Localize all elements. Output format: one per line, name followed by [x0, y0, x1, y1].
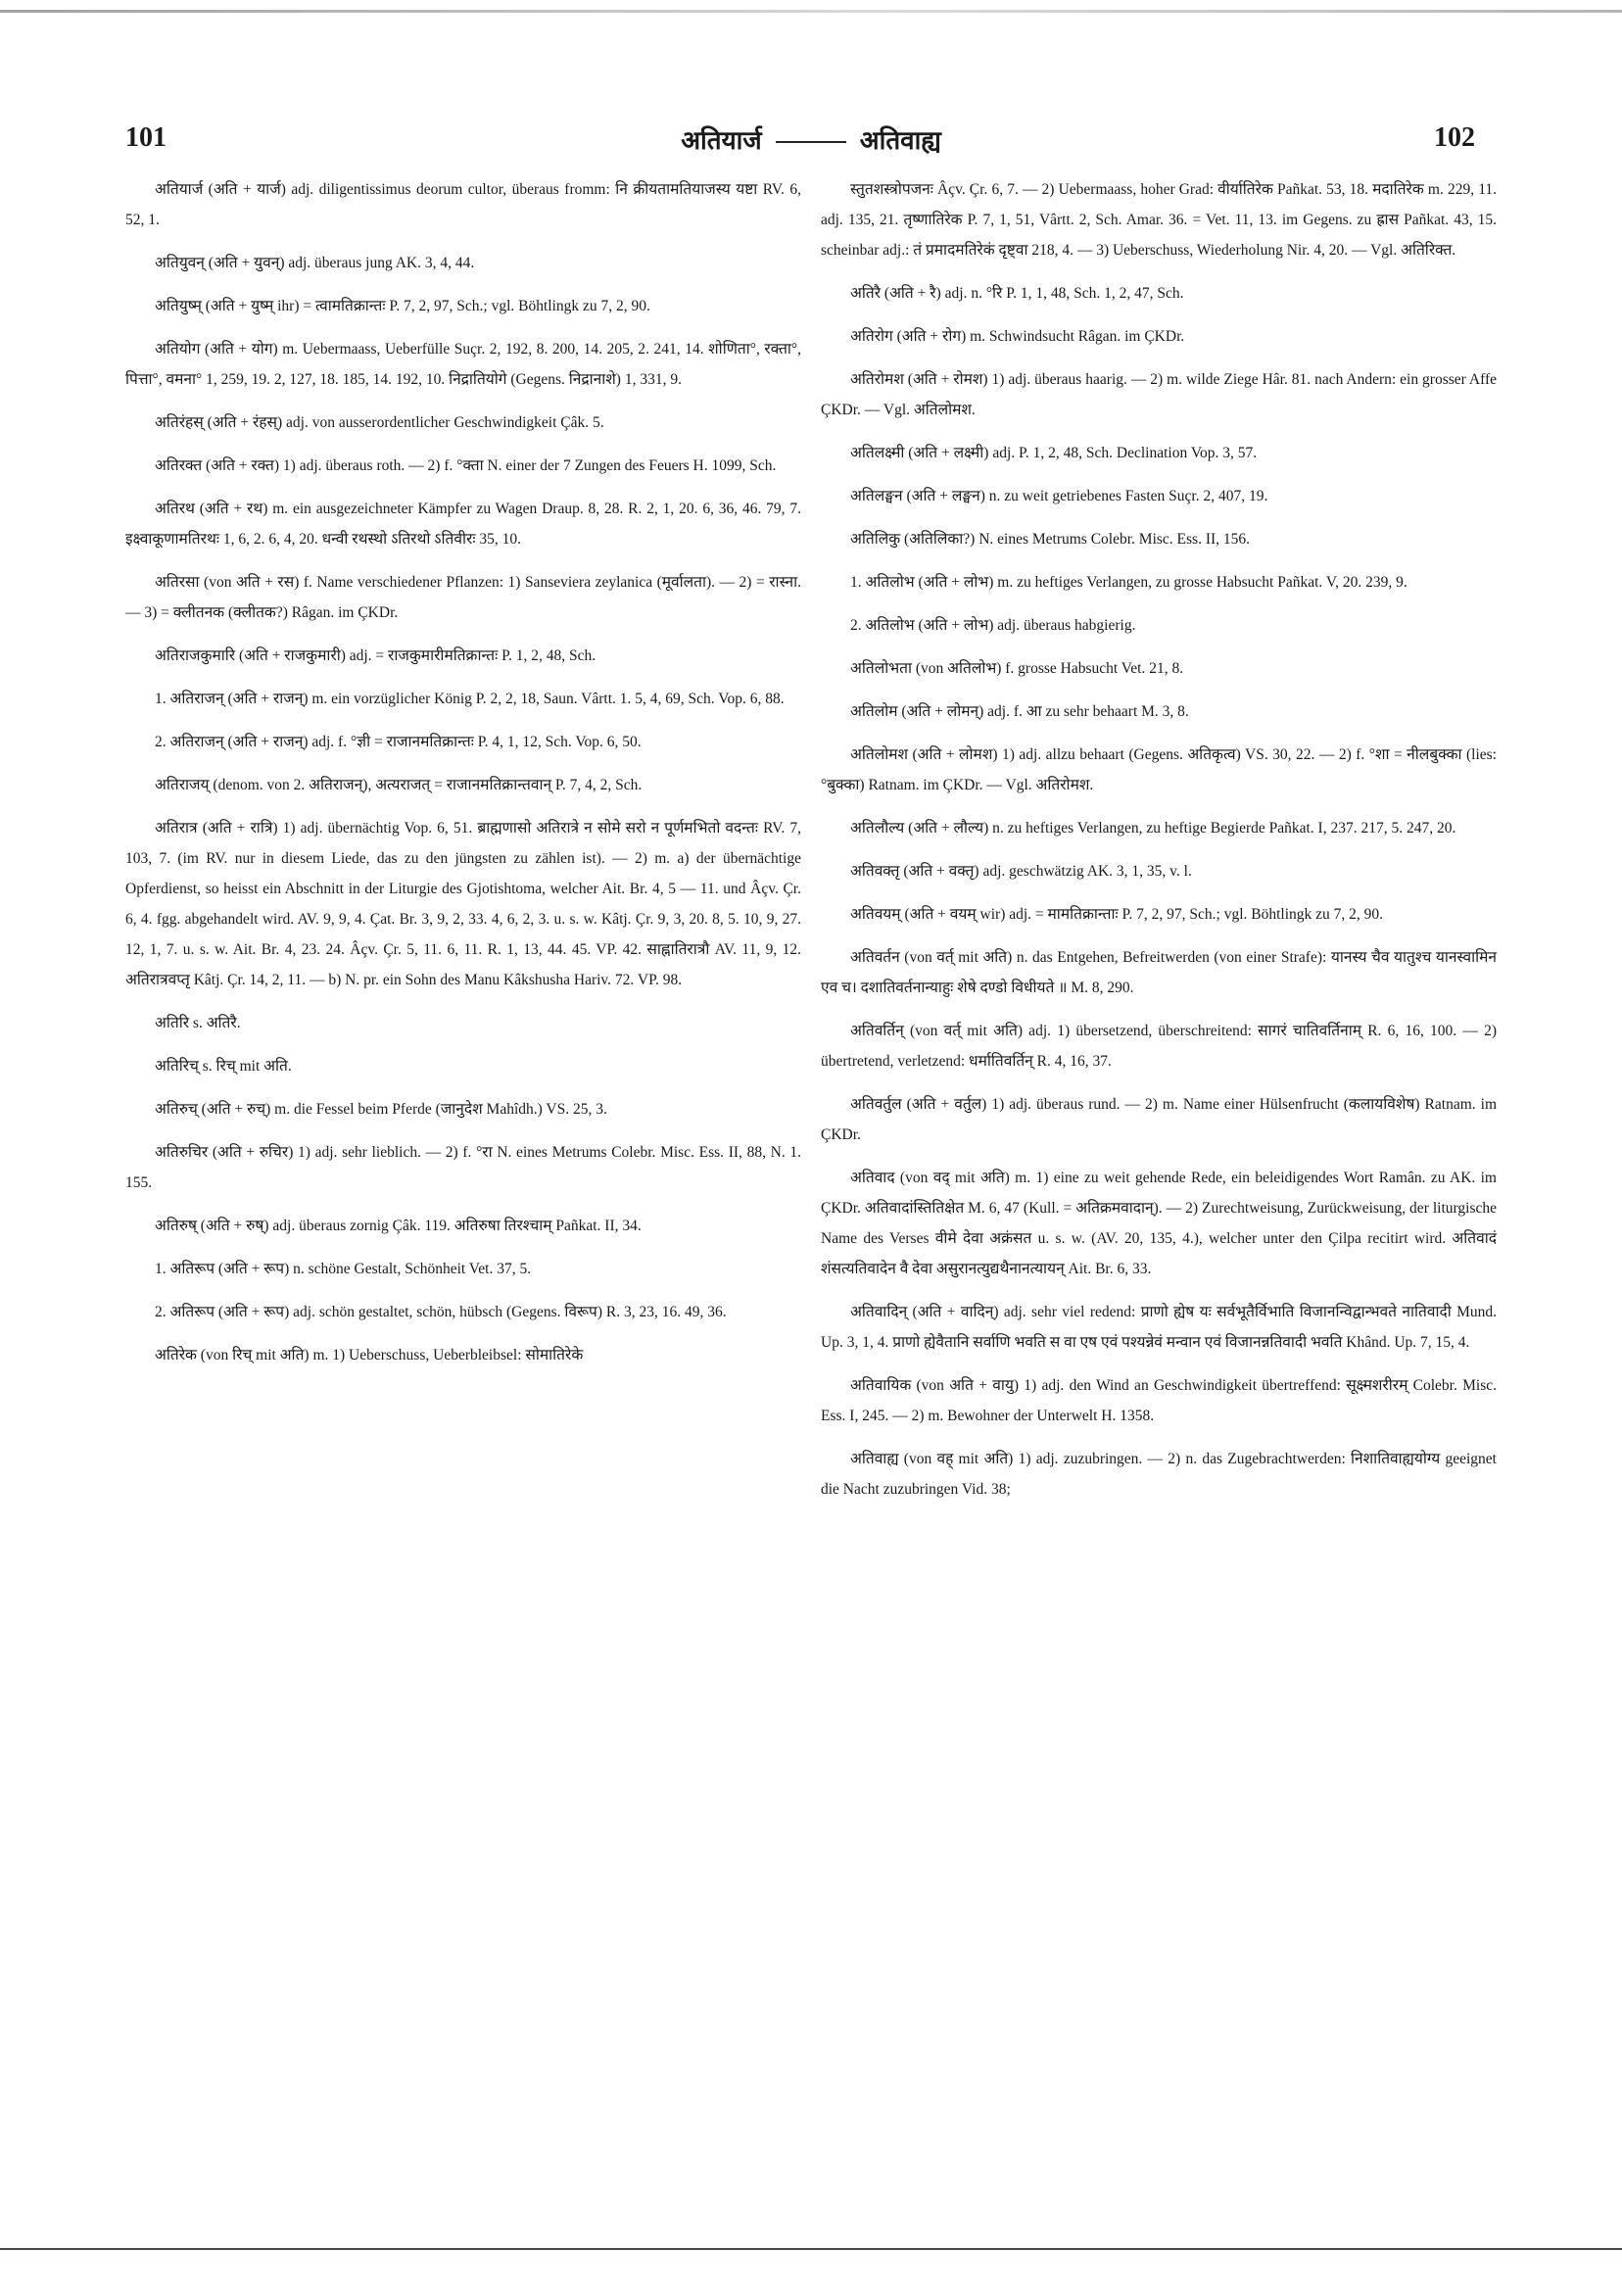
dictionary-entry: अतिलक्ष्मी (अति + लक्ष्मी) adj. P. 1, 2, 48, Sch. Declination Vop. 3, 57. [850, 445, 1258, 461]
dictionary-entry: अतिरि s. अतिरै. [155, 1015, 241, 1031]
guide-word-left: अतियार्ज [681, 126, 762, 156]
dictionary-entry: अतियुष्म् (अति + युष्म् ihr) = त्वामतिक्रान्तः P. 7, 2, 97, Sch.; vgl. Böhtlingk zu 7, 2, 90. [155, 298, 650, 314]
dictionary-entry: अतिरुचिर (अति + रुचिर) 1) adj. sehr lieblich. — 2) f. °रा N. eines Metrums Colebr. Misc. Ess. II, 88, N. 1. 155. [125, 1144, 801, 1191]
dictionary-entry: अतिरेक (von रिच् mit अति) m. 1) Ueberschuss, Ueberbleibsel: सोमातिरेके [155, 1347, 584, 1363]
page-number-left: 101 [125, 122, 167, 153]
dictionary-entry: अतिलौल्य (अति + लौल्य) n. zu heftiges Verlangen, zu heftige Begierde Pañkat. I, 237. 217, 5. 247, 20. [850, 820, 1456, 837]
dictionary-entry: अतिलोमश (अति + लोमश) 1) adj. allzu behaart (Gegens. अतिकृत्व) VS. 30, 22. — 2) f. °शा = नीलबुक्का (lies: °बुक्का) Ratnam. im ÇKDr. — Vgl. अतिरोमश. [821, 746, 1497, 793]
dictionary-entry: अतिवर्तिन् (von वर्त् mit अति) adj. 1) übersetzend, überschreitend: सागरं चातिवर्तिनाम् R. 6, 16, 100. — 2) übertretend, verletzend: धर्मातिवर्तिन् R. 4, 16, 37. [821, 1023, 1497, 1070]
dictionary-entry: अतिवायिक (von अति + वायु) 1) adj. den Wind an Geschwindigkeit übertreffend: सूक्ष्मशरीरम् Colebr. Misc. Ess. I, 245. — 2) m. Bewohner der Unterwelt H. 1358. [821, 1377, 1497, 1424]
scan-edge [0, 10, 1622, 13]
dictionary-entry: अतिवादिन् (अति + वादिन्) adj. sehr viel redend: प्राणो ह्येष यः सर्वभूतैर्विभाति विजानन्विद्वान्भवते नातिवादी Mund. Up. 3, 1, 4. प्राणो ह्येवैतानि सर्वाणि भवति स वा एष एवं पश्यन्नेवं मन्वान एवं विजानन्नतिवादी भवति Khând. Up. 7, 15, 4. [821, 1304, 1497, 1351]
dictionary-entry: अतिराजय् (denom. von 2. अतिराजन्), अत्यराजत् = राजानमतिक्रान्तवान् P. 7, 4, 2, Sch. [155, 777, 643, 793]
page-number-right: 102 [1434, 122, 1475, 153]
dictionary-entry: 1. अतिलोभ (अति + लोभ) m. zu heftiges Verlangen, zu grosse Habsucht Pañkat. V, 20. 239, 9. [850, 574, 1407, 591]
dictionary-entry: अतिरुच् (अति + रुच्) m. die Fessel beim Pferde (जानुदेश Mahîdh.) VS. 25, 3. [155, 1101, 607, 1118]
dictionary-entry: अतिरोमश (अति + रोमश) 1) adj. überaus haarig. — 2) m. wilde Ziege Hâr. 81. nach Andern: ein grosser Affe ÇKDr. — Vgl. अतिलोमश. [821, 371, 1497, 418]
guide-dash [776, 141, 846, 143]
dictionary-entry: अतिरात्र (अति + रात्रि) 1) adj. übernächtig Vop. 6, 51. ब्राह्मणासो अतिरात्रे न सोमे सरो न पूर्णमभितो वदन्तः RV. 7, 103, 7. (im RV. nur in diesem Liede, das zu den jüngsten zu zählen ist). — 2) m. a) der übernächtige Opferdienst, so heisst ein Abschnitt in der Liturgie des Gjotishtoma, welcher Ait. Br. 4, 5 — 11. und Âçv. Çr. 6, 4. fgg. abgehandelt wird. AV. 9, 9, 4. Çat. Br. 3, 9, 2, 33. 4, 6, 2, 3. u. s. w. Kâtj. Çr. 9, 3, 20. 8, 5. 10, 9, 27. 12, 1, 7. u. s. w. Ait. Br. 4, 23. 24. Âçv. Çr. 5, 11. 6, 11. R. 1, 13, 44. 45. VP. 42. साह्नातिरात्रौ AV. 11, 9, 12. अतिरात्रवप्तृ Kâtj. Çr. 14, 2, 11. — b) N. pr. ein Sohn des Manu Kâkshusha Hariv. 72. VP. 98. [125, 820, 801, 988]
dictionary-entry: अतियोग (अति + योग) m. Uebermaass, Ueberfülle Suçr. 2, 192, 8. 200, 14. 205, 2. 241, 14. शोणिता°, रक्ता°, पित्ता°, वमना° 1, 259, 19. 2, 127, 18. 185, 14. 192, 10. निद्रातियोगे (Gegens. निद्रानाशे) 1, 331, 9. [125, 341, 801, 388]
dictionary-entry: अतिराजकुमारि (अति + राजकुमारी) adj. = राजकुमारीमतिक्रान्तः P. 1, 2, 48, Sch. [155, 647, 596, 664]
dictionary-entry: अतिवर्तन (von वर्त् mit अति) n. das Entgehen, Befreitwerden (von einer Strafe): यानस्य चैव यातुश्च यानस्वामिन एव च। दशातिवर्तनान्याहुः शेषे दण्डो विधीयते ॥ M. 8, 290. [821, 949, 1497, 996]
left-column [125, 174, 801, 1383]
dictionary-entry: अतिरोग (अति + रोग) m. Schwindsucht Râgan. im ÇKDr. [850, 328, 1185, 345]
dictionary-entry: 2. अतिराजन् (अति + राजन्) adj. f. °ज्ञी = राजानमतिक्रान्तः P. 4, 1, 12, Sch. Vop. 6, 50. [155, 734, 642, 750]
dictionary-entry: 2. अतिरूप (अति + रूप) adj. schön gestaltet, schön, hübsch (Gegens. विरूप) R. 3, 23, 16. 49, 36. [155, 1304, 727, 1320]
dictionary-entry: 1. अतिरूप (अति + रूप) n. schöne Gestalt, Schönheit Vet. 37, 5. [155, 1261, 532, 1277]
dictionary-entry: अतिवक्तृ (अति + वक्तृ) adj. geschwätzig AK. 3, 1, 35, v. l. [850, 863, 1192, 880]
dictionary-entry: अतियार्ज (अति + यार्ज) adj. diligentissimus deorum cultor, überaus fromm: नि क्रीयतामतियाजस्य यष्टा RV. 6, 52, 1. [125, 181, 801, 228]
dictionary-entry: अतिलङ्घन (अति + लङ्घन) n. zu weit getriebenes Fasten Suçr. 2, 407, 19. [850, 488, 1268, 504]
dictionary-entry: अतिरक्त (अति + रक्त) 1) adj. überaus roth. — 2) f. °क्ता N. einer der 7 Zungen des Feuers H. 1099, Sch. [155, 457, 777, 474]
dictionary-entry: अतिवाद (von वद् mit अति) m. 1) eine zu weit gehende Rede, ein beleidigendes Wort Ramân. zu AK. im ÇKDr. अतिवादांस्तितिक्षेत M. 6, 47 (Kull. = अतिक्रमवादान्). — 2) Zurechtweisung, Zurückweisung, der liturgische Name des Verses वीमे देवा अक्रंसत u. s. w. (AV. 20, 135, 4.), welcher unter den Çilpa recitirt wird. अतिवादं शंसत्यतिवादेन वै देवा असुरानत्युद्यथैनानत्यायन् Ait. Br. 6, 33. [821, 1170, 1497, 1277]
dictionary-entry: अतियुवन् (अति + युवन्) adj. überaus jung AK. 3, 4, 44. [155, 255, 475, 271]
dictionary-entry: अतिरिच् s. रिच् mit अति. [155, 1058, 292, 1075]
dictionary-entry: स्तुतशस्त्रोपजनः Âçv. Çr. 6, 7. — 2) Uebermaass, hoher Grad: वीर्यातिरेक Pañkat. 53, 18. मदातिरेक m. 229, 11. adj. 135, 21. तृष्णातिरेक P. 7, 1, 51, Vârtt. 2, Sch. Amar. 36. = Vet. 11, 13. im Gegens. zu ह्रास Pañkat. 43, 15. scheinbar adj.: तं प्रमादमतिरेकं दृष्ट्वा 218, 4. — 3) Ueberschuss, Wiederholung Nir. 4, 20. — Vgl. अतिरिक्त. [821, 181, 1497, 259]
dictionary-entry: अतिलोम (अति + लोमन्) adj. f. आ zu sehr behaart M. 3, 8. [850, 703, 1189, 720]
guide-word-right: अतिवाह्य [859, 126, 941, 156]
dictionary-entry: अतिरंहस् (अति + रंहस्) adj. von ausserordentlicher Geschwindigkeit Çâk. 5. [155, 414, 604, 431]
dictionary-entry: अतिलोभता (von अतिलोभ) f. grosse Habsucht Vet. 21, 8. [850, 660, 1184, 677]
running-head [0, 121, 1622, 157]
right-column [821, 174, 1497, 1517]
dictionary-entry: 1. अतिराजन् (अति + राजन्) m. ein vorzüglicher König P. 2, 2, 18, Saun. Vârtt. 1. 5, 4, 69, Sch. Vop. 6, 88. [155, 691, 785, 707]
dictionary-entry: 2. अतिलोभ (अति + लोभ) adj. überaus habgierig. [850, 617, 1136, 634]
dictionary-entry: अतिवाह्य (von वह् mit अति) 1) adj. zuzubringen. — 2) n. das Zugebrachtwerden: निशातिवाह्ययोग्य geeignet die Nacht zuzubringen Vid. 38; [821, 1451, 1497, 1498]
dictionary-entry: अतिरै (अति + रै) adj. n. °रि P. 1, 1, 48, Sch. 1, 2, 47, Sch. [850, 285, 1184, 302]
dictionary-entry: अतिरुष् (अति + रुष्) adj. überaus zornig Çâk. 119. अतिरुषा तिरश्चाम् Pañkat. II, 34. [155, 1218, 642, 1234]
dictionary-entry: अतिवर्तुल (अति + वर्तुल) 1) adj. überaus rund. — 2) m. Name einer Hülsenfrucht (कलायविशेष) Ratnam. im ÇKDr. [821, 1096, 1497, 1143]
dictionary-entry: अतिरथ (अति + रथ) m. ein ausgezeichneter Kämpfer zu Wagen Draup. 8, 28. R. 2, 1, 20. 6, 36, 46. 79, 7. इक्ष्वाकूणामतिरथः 1, 6, 2. 6, 4, 20. धन्वी रथस्थो ऽतिरथो ऽतिवीरः 35, 10. [125, 501, 801, 548]
dictionary-entry: अतिरसा (von अति + रस) f. Name verschiedener Pflanzen: 1) Sanseviera zeylanica (मूर्वालता). — 2) = रास्ना. — 3) = क्लीतनक (क्लीतक?) Râgan. im ÇKDr. [125, 574, 801, 621]
bottom-rule [0, 2248, 1622, 2250]
dictionary-entry: अतिलिकु (अतिलिका?) N. eines Metrums Colebr. Misc. Ess. II, 156. [850, 531, 1251, 548]
dictionary-entry: अतिवयम् (अति + वयम् wir) adj. = मामतिक्रान्ताः P. 7, 2, 97, Sch.; vgl. Böhtlingk zu 7, 2, 90. [850, 906, 1384, 923]
